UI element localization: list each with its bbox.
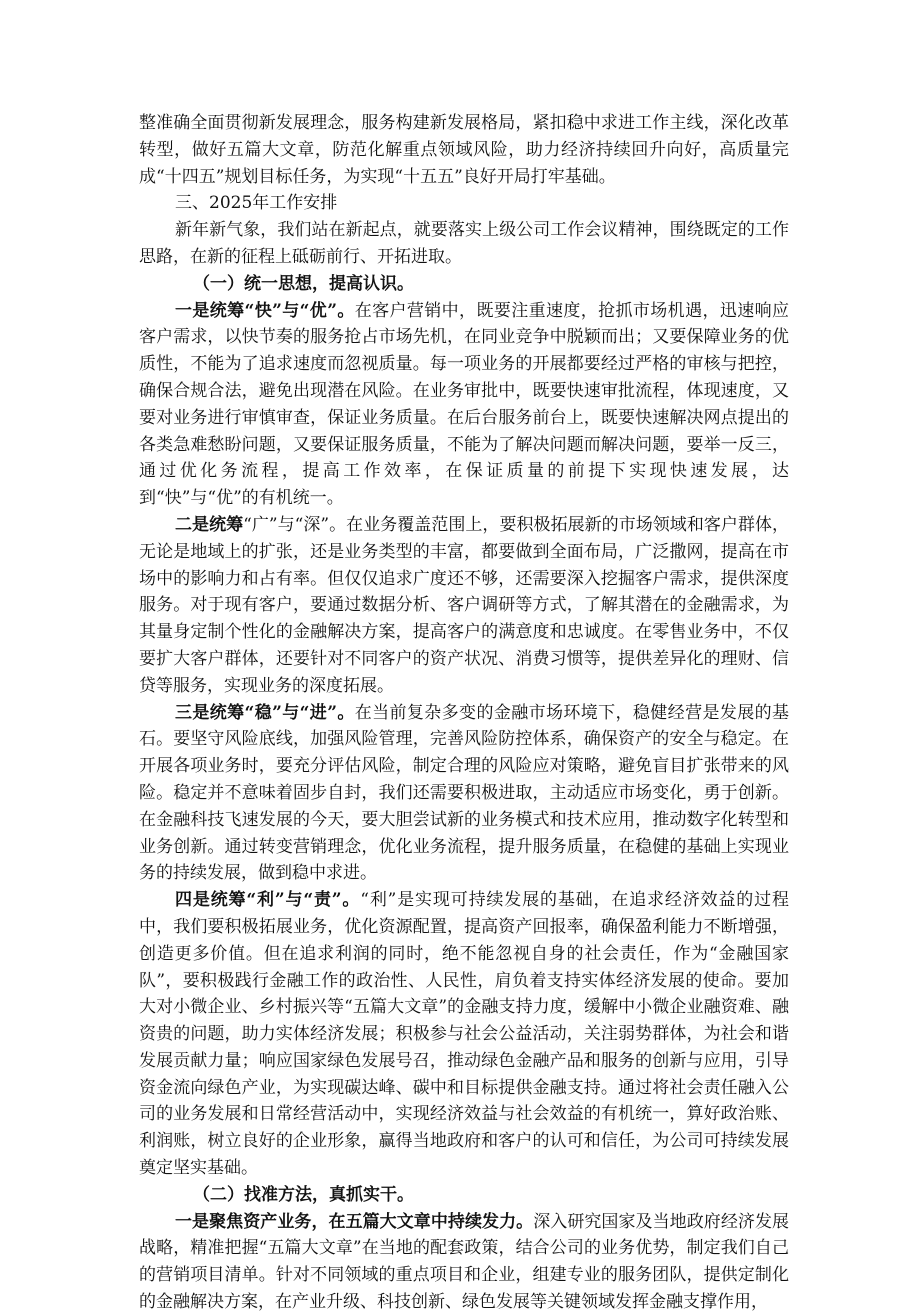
item-paragraph-5 <box>139 1209 789 1316</box>
document-page <box>139 110 789 1316</box>
item-paragraph-2 <box>139 512 789 700</box>
subsection-heading-1: （一）统一思想，提高认识。 <box>193 273 414 294</box>
item-body-1: 在客户营销中，既要注重速度，抢抓市场机遇，迅速响应客户需求，以快节奏的服务抢占市场先机，在同业竞争中脱颖而出；又要保障业务的优质性，不能为了追求速度而忽视质量。每一项业务的开展都要经过严格的审核与把控，确保合规合法，避免出现潜在风险。在业务审批中，既要快速审批流程，体现速度，又要对业务进行审慎审查，保证业务质量。在后台服务前台上，既要快速解决网点提出的各类急难愁盼问题，又要保证服务质量，不能为了解决问题而解决问题，要举一反三，通过优化务流程，提高工作效率，在保证质量的前提下实现快速发展，达到“快”与“优”的有机统一。 <box>139 300 789 509</box>
item-lead-1: 一是统筹“快”与“优”。 <box>175 300 355 321</box>
item-body-3: 在当前复杂多变的金融市场环境下，稳健经营是发展的基石。要坚守风险底线，加强风险管理，完善风险防控体系，确保资产的安全与稳定。在开展各项业务时，要充分评估风险，制定合理的风险应对策略，避免盲目扩张带来的风险。稳定并不意味着固步自封，我们还需要积极进取，主动适应市场变化，勇于创新。在金融科技飞速发展的今天，要大胆尝试新的业务模式和技术应用，推动数字化转型和业务创新。通过转变营销理念，优化业务流程，提升服务质量，在稳健的基础上实现业务的持续发展，做到稳中求进。 <box>139 702 789 884</box>
item-paragraph-4 <box>139 887 789 1182</box>
item-paragraph-1 <box>139 298 789 512</box>
intro-paragraph: 整准确全面贯彻新发展理念，服务构建新发展格局，紧扣稳中求进工作主线，深化改革转型，做好五篇大文章，防范化解重点领域风险，助力经济持续回升向好，高质量完成“十四五”规划目标任务，为实现“十五五”良好开局打牢基础。 <box>139 113 789 187</box>
section-heading: 三、2025年工作安排 <box>175 193 338 214</box>
item-body-2: “广”与“深”。在业务覆盖范围上，要积极拓展新的市场领域和客户群体，无论是地域上的扩张，还是业务类型的丰富，都要做到全面布局，广泛撒网，提高在市场中的影响力和占有率。但仅仅追求广度还不够，还需要深入挖掘客户需求，提供深度服务。对于现有客户，要通过数据分析、客户调研等方式，了解其潜在的金融需求，为其量身定制个性化的金融解决方案，提高客户的满意度和忠诚度。在零售业务中，不仅要扩大客户群体，还要针对不同客户的资产状况、消费习惯等，提供差异化的理财、信贷等服务，实现业务的深度拓展。 <box>139 514 790 696</box>
section-intro-paragraph: 新年新气象，我们站在新起点，就要落实上级公司工作会议精神，围绕既定的工作思路，在新的征程上砥砺前行、开拓进取。 <box>139 220 789 267</box>
subsection-heading-2: （二）找准方法，真抓实干。 <box>193 1184 414 1205</box>
item-paragraph-3 <box>139 700 789 888</box>
item-lead-5: 一是聚焦资产业务，在五篇大文章中持续发力。 <box>175 1211 534 1232</box>
item-lead-3: 三是统筹“稳”与“进”。 <box>175 702 355 723</box>
item-lead-4: 四是统筹“利”与“责”。 <box>175 890 361 911</box>
item-body-4: “利”是实现可持续发展的基础，在追求经济效益的过程中，我们要积极拓展业务，优化资源配置，提高资产回报率，确保盈利能力不断增强，创造更多价值。但在追求利润的同时，绝不能忽视自身的社会责任，作为“金融国家队”，要积极践行金融工作的政治性、人民性，肩负着支持实体经济发展的使命。要加大对小微企业、乡村振兴等“五篇大文章”的金融支持力度，缓解中小微企业融资难、融资贵的问题，助力实体经济发展；积极参与社会公益活动，关注弱势群体，为社会和谐发展贡献力量；响应国家绿色发展号召，推动绿色金融产品和服务的创新与应用，引导资金流向绿色产业，为实现碳达峰、碳中和目标提供金融支持。通过将社会责任融入公司的业务发展和日常经营活动中，实现经济效益与社会效益的有机统一，算好政治账、利润账，树立良好的企业形象，赢得当地政府和客户的认可和信任，为公司可持续发展奠定坚实基础。 <box>139 890 789 1179</box>
item-lead-2: 二是统筹 <box>175 514 244 535</box>
item-body-5: 深入研究国家及当地政府经济发展战略，精准把握“五篇大文章”在当地的配套政策，结合公司的业务优势，制定我们自己的营销项目清单。针对不同领域的重点项目和企业，组建专业的服务团队，提供定制化的金融解决方案，在产业升级、科技创新、绿色发展等关键领域发挥金融支撑作用， <box>139 1211 790 1313</box>
